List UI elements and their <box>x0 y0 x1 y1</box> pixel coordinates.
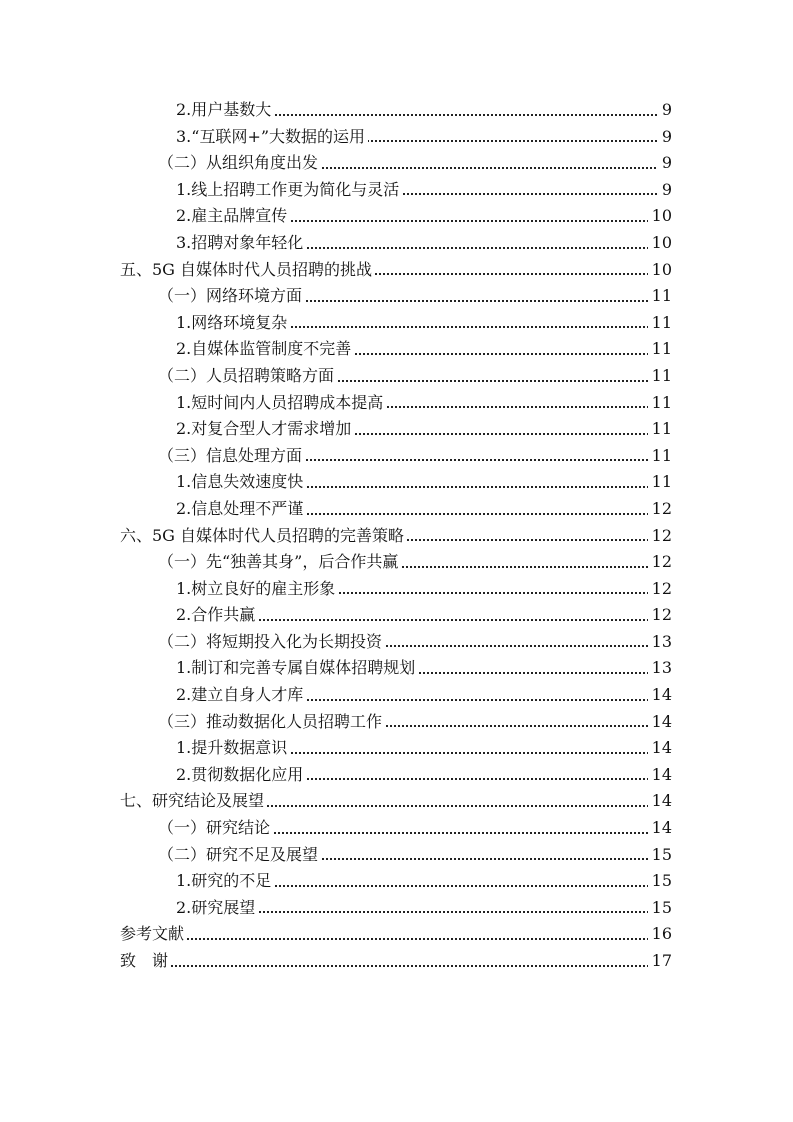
toc-entry-page-number: 11 <box>648 390 672 417</box>
toc-entry-page-number: 9 <box>658 177 672 204</box>
toc-entry-page-number: 17 <box>648 948 672 975</box>
toc-entry-title: 2.用户基数大 <box>176 97 274 124</box>
toc-entry-title: 致 谢 <box>120 948 171 975</box>
toc-entry-title: 2.雇主品牌宣传 <box>176 203 290 230</box>
toc-entry-page-number: 15 <box>648 895 672 922</box>
toc-entry-page-number: 11 <box>648 363 672 390</box>
toc-entry-title: 1.研究的不足 <box>176 868 274 895</box>
toc-entry-page-number: 9 <box>658 97 672 124</box>
toc-entry-page-number: 12 <box>648 549 672 576</box>
toc-entry[interactable] <box>0 310 793 337</box>
toc-entry[interactable] <box>0 124 793 151</box>
toc-entry-title: 2.对复合型人才需求增加 <box>176 416 354 443</box>
toc-entry[interactable] <box>0 629 793 656</box>
toc-entry[interactable] <box>0 788 793 815</box>
toc-entry[interactable] <box>0 363 793 390</box>
toc-entry-title: 2.建立自身人才库 <box>176 682 306 709</box>
toc-entry-page-number: 12 <box>648 496 672 523</box>
toc-entry-title: 七、研究结论及展望 <box>120 788 267 815</box>
toc-entry-title: 参考文献 <box>120 921 187 948</box>
toc-entry-title: （二）将短期投入化为长期投资 <box>158 629 385 656</box>
toc-entry[interactable] <box>0 868 793 895</box>
toc-entry-page-number: 11 <box>648 416 672 443</box>
toc-entry-page-number: 14 <box>648 682 672 709</box>
toc-entry-title: 五、5G 自媒体时代人员招聘的挑战 <box>120 257 375 284</box>
toc-entry-title: （一）研究结论 <box>158 815 273 842</box>
toc-entry[interactable] <box>0 336 793 363</box>
toc-entry-page-number: 11 <box>648 443 672 470</box>
toc-entry[interactable] <box>0 416 793 443</box>
toc-entry[interactable] <box>0 97 793 124</box>
toc-entry-title: 2.研究展望 <box>176 895 258 922</box>
toc-entry-page-number: 14 <box>648 762 672 789</box>
toc-entry-page-number: 11 <box>648 283 672 310</box>
toc-entry[interactable] <box>0 842 793 869</box>
toc-entry-title: 1.信息失效速度快 <box>176 469 306 496</box>
toc-entry-page-number: 10 <box>648 203 672 230</box>
toc-entry-page-number: 10 <box>648 257 672 284</box>
toc-entry-title: （二）人员招聘策略方面 <box>158 363 337 390</box>
toc-entry[interactable] <box>0 682 793 709</box>
toc-entry-page-number: 12 <box>648 576 672 603</box>
toc-entry-title: （三）信息处理方面 <box>158 443 305 470</box>
toc-entry-page-number: 12 <box>648 602 672 629</box>
toc-entry-title: 1.网络环境复杂 <box>176 310 290 337</box>
toc-entry-title: 1.树立良好的雇主形象 <box>176 576 338 603</box>
toc-entry-title: 1.短时间内人员招聘成本提高 <box>176 390 386 417</box>
toc-entry-title: 1.制订和完善专属自媒体招聘规划 <box>176 655 418 682</box>
toc-entry-title: （二）研究不足及展望 <box>158 842 321 869</box>
toc-entry-page-number: 14 <box>648 788 672 815</box>
toc-entry[interactable] <box>0 549 793 576</box>
toc-entry[interactable] <box>0 735 793 762</box>
toc-entry[interactable] <box>0 709 793 736</box>
toc-entry-title: 六、5G 自媒体时代人员招聘的完善策略 <box>120 523 407 550</box>
toc-entry-title: 3.“互联网+”大数据的运用 <box>176 124 368 151</box>
toc-entry-title: 2.贯彻数据化应用 <box>176 762 306 789</box>
toc-entry[interactable] <box>0 177 793 204</box>
toc-entry-title: 2.信息处理不严谨 <box>176 496 306 523</box>
toc-entry-title: （一）先“独善其身”，后合作共赢 <box>158 549 401 576</box>
toc-entry[interactable] <box>0 230 793 257</box>
toc-entry-page-number: 12 <box>648 523 672 550</box>
toc-entry[interactable] <box>0 496 793 523</box>
toc-entry[interactable] <box>0 469 793 496</box>
toc-entry-title: 1.线上招聘工作更为简化与灵活 <box>176 177 402 204</box>
toc-entry[interactable] <box>0 895 793 922</box>
toc-entry-page-number: 11 <box>648 336 672 363</box>
toc-entry[interactable] <box>0 815 793 842</box>
dot-leader <box>120 965 672 967</box>
toc-entry[interactable] <box>0 576 793 603</box>
toc-entry-title: 2.自媒体监管制度不完善 <box>176 336 354 363</box>
toc-entry-page-number: 10 <box>648 230 672 257</box>
toc-entry-title: 2.合作共赢 <box>176 602 258 629</box>
toc-entry-page-number: 14 <box>648 815 672 842</box>
toc-entry[interactable] <box>0 523 793 550</box>
toc-entry-page-number: 15 <box>648 868 672 895</box>
toc-entry[interactable] <box>0 602 793 629</box>
toc-entry-page-number: 9 <box>658 150 672 177</box>
toc-entry-page-number: 14 <box>648 735 672 762</box>
toc-entry-title: 1.提升数据意识 <box>176 735 290 762</box>
toc-entry-page-number: 15 <box>648 842 672 869</box>
toc-entry[interactable] <box>0 443 793 470</box>
toc-entry-page-number: 13 <box>648 655 672 682</box>
table-of-contents <box>0 97 793 975</box>
toc-entry[interactable] <box>0 203 793 230</box>
toc-entry-title: （三）推动数据化人员招聘工作 <box>158 709 385 736</box>
toc-entry[interactable] <box>0 762 793 789</box>
toc-entry[interactable] <box>0 655 793 682</box>
dot-leader <box>120 938 672 940</box>
toc-entry-page-number: 9 <box>658 124 672 151</box>
toc-entry-page-number: 11 <box>648 469 672 496</box>
toc-entry[interactable] <box>0 150 793 177</box>
toc-entry[interactable] <box>0 390 793 417</box>
toc-entry-page-number: 11 <box>648 310 672 337</box>
toc-entry-page-number: 13 <box>648 629 672 656</box>
toc-entry[interactable] <box>0 921 793 948</box>
toc-entry-title: 3.招聘对象年轻化 <box>176 230 306 257</box>
toc-entry-page-number: 14 <box>648 709 672 736</box>
toc-entry-page-number: 16 <box>648 921 672 948</box>
toc-entry[interactable] <box>0 283 793 310</box>
toc-entry[interactable] <box>0 257 793 284</box>
toc-entry-title: （一）网络环境方面 <box>158 283 305 310</box>
toc-entry[interactable] <box>0 948 793 975</box>
toc-entry-title: （二）从组织角度出发 <box>158 150 321 177</box>
